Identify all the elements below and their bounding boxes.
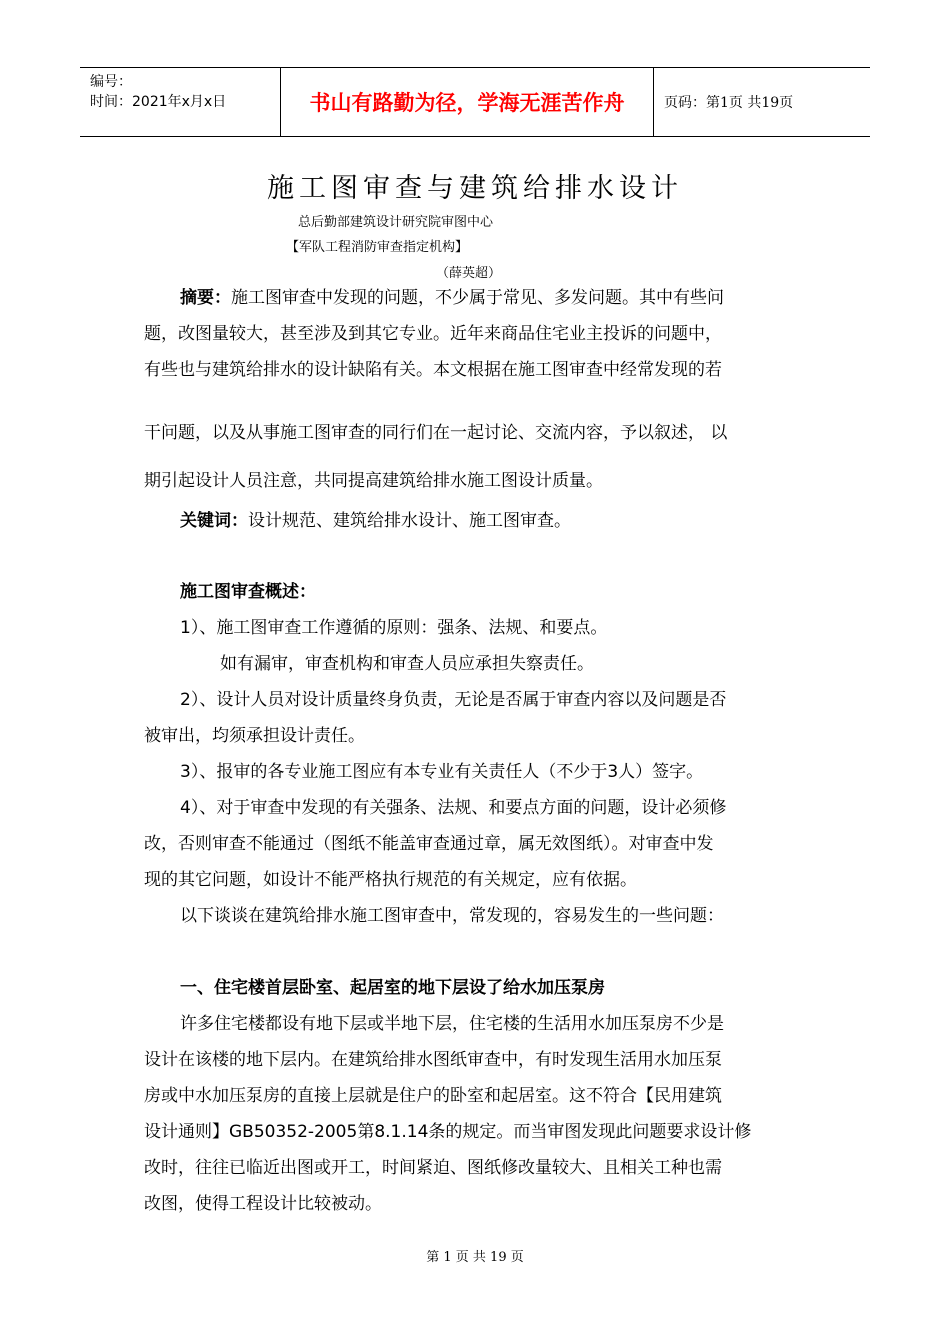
section-1-line-3: 房或中水加压泵房的直接上层就是住户的卧室和起居室。这不符合【民用建筑: [144, 1086, 722, 1106]
overview-item-1: 1）、施工图审查工作遵循的原则：强条、法规、和要点。: [180, 618, 608, 638]
abstract-line-5: 期引起设计人员注意，共同提高建筑给排水施工图设计质量。: [144, 471, 603, 491]
abstract-line-1: 摘要：施工图审查中发现的问题，不少属于常见、多发问题。其中有些问: [180, 288, 724, 308]
document-title: 施工图审查与建筑给排水设计: [267, 173, 683, 204]
author-organization: 总后勤部建筑设计研究院审图中心: [298, 215, 494, 230]
keywords-label: 关键词：: [180, 511, 248, 531]
overview-item-2a: 2）、设计人员对设计质量终身负责，无论是否属于审查内容以及问题是否: [180, 690, 727, 710]
section-1-line-4: 设计通则】GB50352-2005第8.1.14条的规定。而当审图发现此问题要求设计修: [144, 1122, 752, 1142]
keywords-text: 设计规范、建筑给排水设计、施工图审查。: [248, 511, 571, 531]
page-footer: 第 1 页 共 19 页: [426, 1250, 524, 1265]
overview-item-1b: 如有漏审，审查机构和审查人员应承担失察责任。: [220, 654, 594, 674]
overview-heading: 施工图审查概述：: [180, 582, 316, 602]
header-left-cell: [80, 68, 280, 136]
overview-item-2b: 被审出，均须承担设计责任。: [144, 726, 365, 746]
section-1-line-6: 改图，使得工程设计比较被动。: [144, 1194, 382, 1214]
abstract-line-2: 题，改图量较大，甚至涉及到其它专业。近年来商品住宅业主投诉的问题中，: [144, 324, 722, 344]
abstract-label: 摘要：: [180, 288, 231, 308]
section-1-line-1: 许多住宅楼都设有地下层或半地下层，住宅楼的生活用水加压泵房不少是: [180, 1014, 724, 1034]
overview-intro: 以下谈谈在建筑给排水施工图审查中，常发现的，容易发生的一些问题：: [180, 906, 724, 926]
author-name: （薛英超）: [436, 266, 502, 281]
header-motto: 书山有路勤为径，学海无涯苦作舟: [280, 68, 654, 136]
overview-item-3: 3）、报审的各专业施工图应有本专业有关责任人（不少于3人）签字。: [180, 762, 704, 782]
keywords-line: [144, 503, 806, 539]
author-organization-note: 【军队工程消防审查指定机构】: [286, 240, 469, 255]
header-table: [80, 67, 870, 137]
abstract-line-4: 干问题，以及从事施工图审查的同行们在一起讨论、交流内容，予以叙述， 以: [144, 423, 728, 443]
header-page-label: 页码：第1页 共19页: [664, 95, 794, 111]
section-1-heading: 一、住宅楼首层卧室、起居室的地下层设了给水加压泵房: [180, 978, 605, 998]
document-time-label: 时间：2021年x月x日: [90, 94, 227, 110]
overview-item-4c: 现的其它问题，如设计不能严格执行规范的有关规定，应有依据。: [144, 870, 637, 890]
overview-item-4a: 4）、对于审查中发现的有关强条、法规、和要点方面的问题，设计必须修: [180, 798, 727, 818]
abstract-line-3: 有些也与建筑给排水的设计缺陷有关。本文根据在施工图审查中经常发现的若: [144, 360, 722, 380]
section-1-line-2: 设计在该楼的地下层内。在建筑给排水图纸审查中，有时发现生活用水加压泵: [144, 1050, 722, 1070]
overview-item-4b: 改，否则审查不能通过（图纸不能盖审查通过章，属无效图纸）。对审查中发: [144, 834, 714, 854]
section-1-line-5: 改时，往往已临近出图或开工，时间紧迫、图纸修改量较大、且相关工种也需: [144, 1158, 722, 1178]
document-number-label: 编号：: [90, 74, 132, 90]
